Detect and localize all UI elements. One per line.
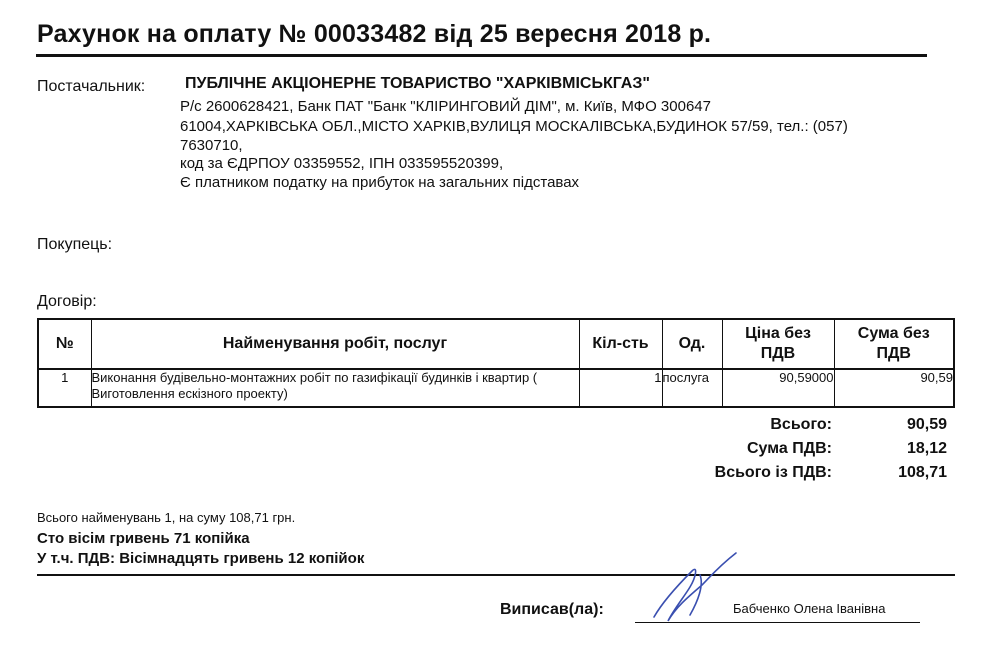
signer-name: Бабченко Олена Іванівна bbox=[733, 601, 886, 616]
header-sum-line2: ПДВ bbox=[876, 345, 911, 362]
header-sum bbox=[834, 319, 954, 369]
contract-label: Договір: bbox=[37, 293, 97, 310]
supplier-name: ПУБЛІЧНЕ АКЦІОНЕРНЕ ТОВАРИСТВО "ХАРКІВМІСЬКГАЗ" bbox=[185, 75, 650, 92]
vat-value: 18,12 bbox=[906, 440, 947, 457]
items-table bbox=[37, 318, 955, 408]
total-with-vat-label: Всього із ПДВ: bbox=[714, 464, 832, 481]
total-label: Всього: bbox=[770, 416, 832, 433]
items-count-line: Всього найменувань 1, на суму 108,71 грн. bbox=[37, 510, 296, 525]
total-value: 90,59 bbox=[906, 416, 947, 433]
header-price bbox=[722, 319, 834, 369]
header-price-line1: Ціна без bbox=[745, 325, 811, 342]
row-sum: 90,59 bbox=[834, 369, 954, 407]
row-num: 1 bbox=[38, 369, 91, 407]
total-with-vat-value: 108,71 bbox=[898, 464, 947, 481]
supplier-label: Постачальник: bbox=[37, 78, 146, 95]
supplier-account-line: Р/с 2600628421, Банк ПАТ "Банк "КЛІРИНГОВИЙ ДІМ", м. Київ, МФО 300647 bbox=[180, 98, 711, 115]
title-divider bbox=[36, 54, 927, 57]
row-price: 90,59000 bbox=[722, 369, 834, 407]
row-name: Виконання будівельно-монтажних робіт по газифікації будинків і квартир ( Виготовлення ескізного проекту) bbox=[91, 369, 579, 407]
row-unit: послуга bbox=[662, 369, 722, 407]
header-num: № bbox=[38, 319, 91, 369]
vat-label: Сума ПДВ: bbox=[747, 440, 832, 457]
invoice-title: Рахунок на оплату № 00033482 від 25 вересня 2018 р. bbox=[37, 20, 712, 48]
handwritten-signature bbox=[640, 545, 750, 635]
signed-by-label: Виписав(ла): bbox=[500, 601, 604, 618]
header-name: Найменування робіт, послуг bbox=[91, 319, 579, 369]
table-header-row bbox=[38, 319, 954, 369]
supplier-address-line2: 7630710, bbox=[180, 137, 243, 154]
buyer-label: Покупець: bbox=[37, 236, 113, 253]
header-unit: Од. bbox=[662, 319, 722, 369]
header-qty: Кіл-сть bbox=[579, 319, 662, 369]
vat-in-words: У т.ч. ПДВ: Вісімнадцять гривень 12 копійок bbox=[37, 550, 365, 567]
supplier-address-line1: 61004,ХАРКІВСЬКА ОБЛ.,МІСТО ХАРКІВ,ВУЛИЦЯ МОСКАЛІВСЬКА,БУДИНОК 57/59, тел.: (057) bbox=[180, 118, 848, 135]
header-price-line2: ПДВ bbox=[760, 345, 796, 362]
supplier-tax-line: Є платником податку на прибуток на загальних підставах bbox=[180, 174, 580, 191]
supplier-codes-line: код за ЄДРПОУ 03359552, ІПН 033595520399, bbox=[180, 155, 504, 172]
table-row bbox=[38, 369, 954, 407]
amount-in-words: Сто вісім гривень 71 копійка bbox=[37, 530, 250, 547]
header-sum-line1: Сума без bbox=[857, 325, 930, 342]
bottom-divider bbox=[37, 574, 955, 576]
row-qty: 1 bbox=[579, 369, 662, 407]
